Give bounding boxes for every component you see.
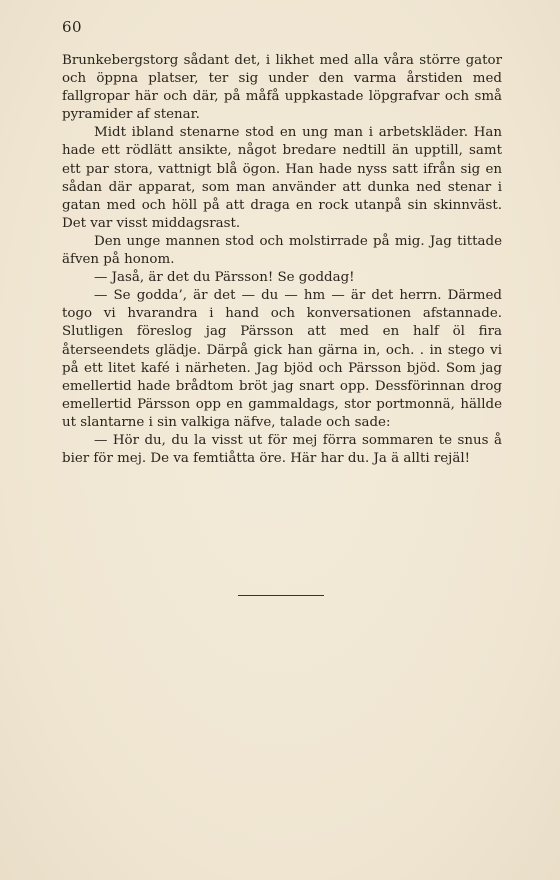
page-number: 60 [62,18,83,36]
paragraph: Den unge mannen stod och molstirrade på mig. Jag tittade äfven på honom. [62,233,502,268]
dialogue-line: — Se godda’, är det — du — hm — är det herrn. Därmed togo vi hvarandra i hand och konversationen afstannade. Slutligen föreslog jag Pärsson att med en half öl fira återseendets glädje. Därpå gick han gärna in, och. . in stego vi på ett litet kafé i närheten. Jag bjöd och Pärsson bjöd. Som jag emellertid hade brådtom bröt jag snart opp. Dessförinnan drog emellertid Pärsson opp en gammaldags, stor portmonnä, hällde ut slantarne i sin valkiga näfve, talade och sade: [62,288,502,430]
paragraph: Brunkebergstorg sådant det, i likhet med alla våra större gator och öppna platser, ter sig under den varma årstiden med fallgropar här och där, på måfå uppkastade löpgrafvar och små pyramider af stenar. [62,53,502,123]
dialogue-line: — Jaså, är det du Pärsson! Se goddag! [94,270,355,286]
paragraph: Midt ibland stenarne stod en ung man i arbetskläder. Han hade ett rödlätt ansikte, något bredare nedtill än upptill, samt ett par stora, vattnigt blå ögon. Han hade nyss satt ifrån sig en sådan där apparat, som man använder att dunka ned stenar i gatan med och höll på att draga en rock utanpå sin skinnväst. Det var visst middagsrast. [62,125,502,231]
body-text [62,52,502,468]
dialogue-line: — Hör du, du la visst ut för mej förra sommaren te snus å bier för mej. De va femtiåtta öre. Här har du. Ja ä allti rejäl! [62,432,502,467]
section-divider [238,595,324,596]
